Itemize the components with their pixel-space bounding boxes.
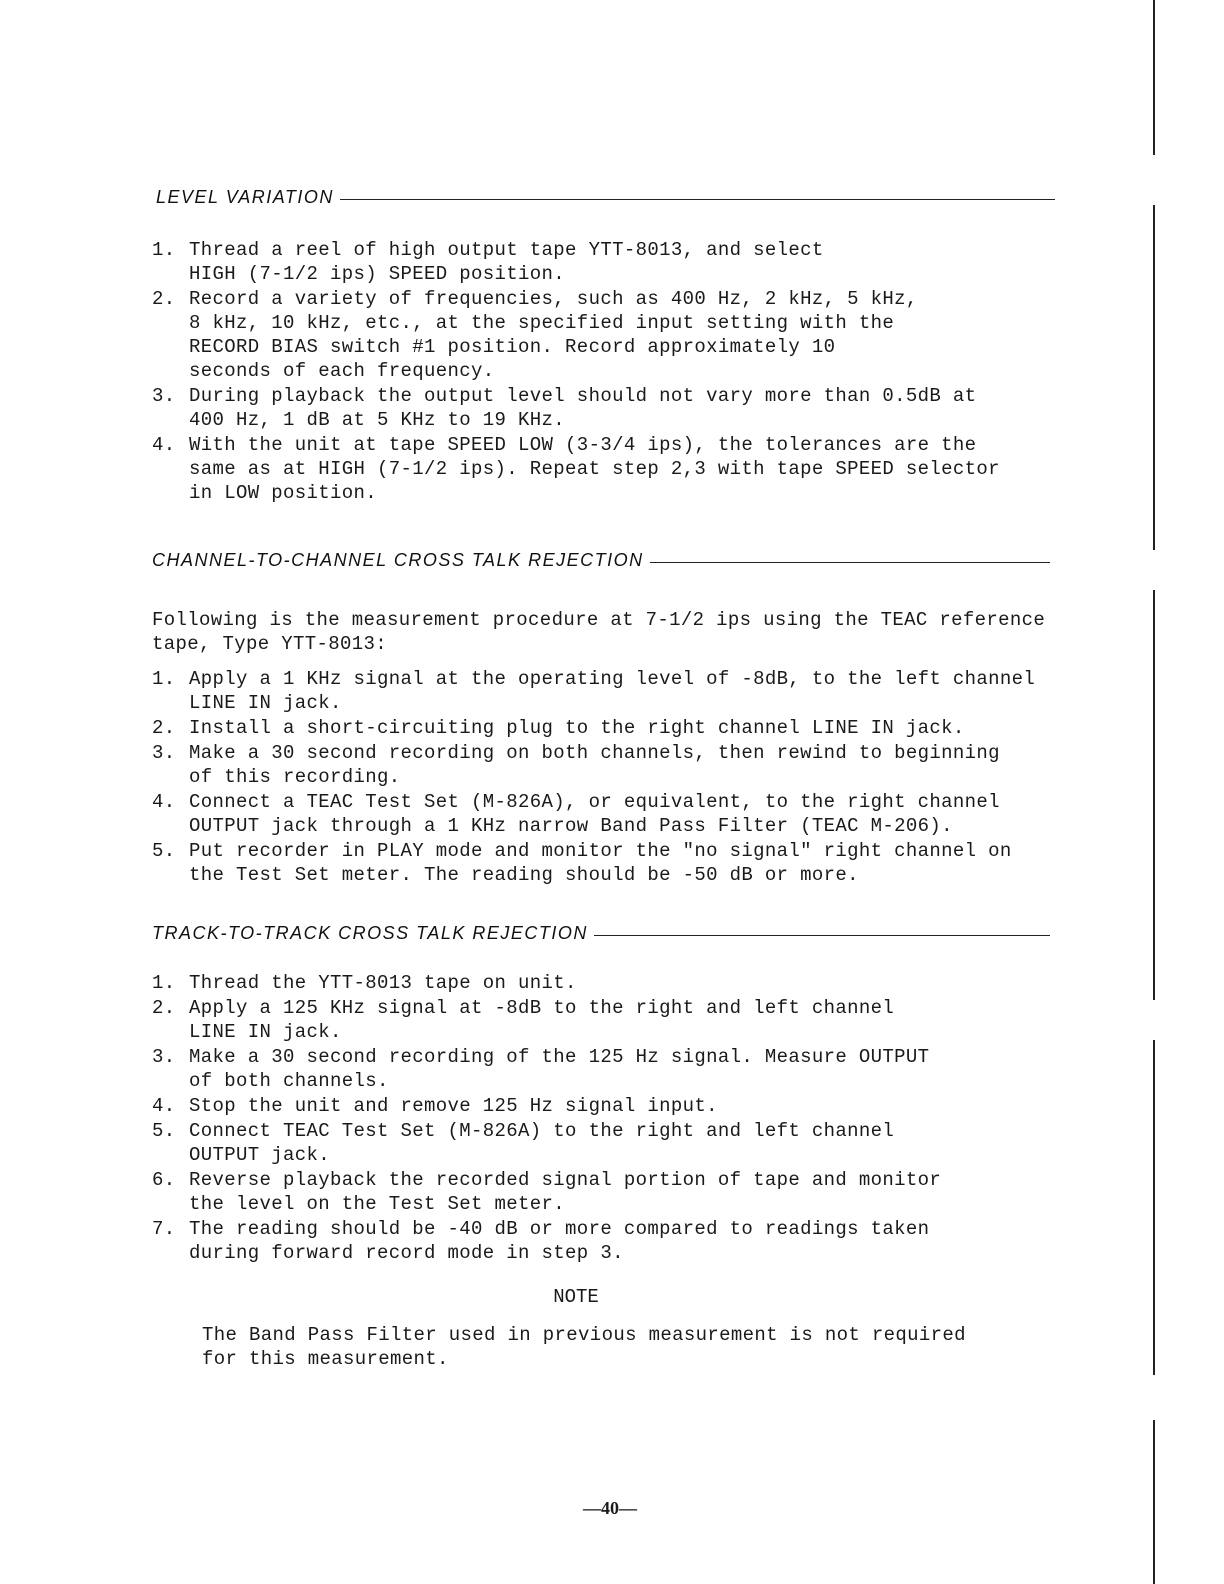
section-heading-track-crosstalk <box>152 923 1050 944</box>
scan-edge-line <box>1153 205 1155 550</box>
list-item: 2. Install a short-circuiting plug to the right channel LINE IN jack. <box>152 717 965 739</box>
list-item: 5. Put recorder in PLAY mode and monitor the "no signal" right channel on the Test Set meter. The reading should be -50 dB or more. <box>152 840 1012 886</box>
heading-text: LEVEL VARIATION <box>156 187 334 207</box>
scan-edge-line <box>1153 1420 1155 1584</box>
scan-edge-line <box>1153 590 1155 1000</box>
heading-rule <box>650 562 1050 563</box>
channel-crosstalk-steps <box>152 667 1112 888</box>
list-item: 6. Reverse playback the recorded signal portion of tape and monitor the level on the Test Set meter. <box>152 1169 942 1215</box>
list-item: 7. The reading should be -40 dB or more compared to readings taken during forward record mode in step 3. <box>152 1218 930 1264</box>
note-text: The Band Pass Filter used in previous measurement is not required for this measurement. <box>202 1324 966 1370</box>
list-item: 1. Thread a reel of high output tape YTT-8013, and select HIGH (7-1/2 ips) SPEED position. <box>152 239 824 285</box>
scan-edge-line <box>1153 1040 1155 1375</box>
channel-crosstalk-intro: Following is the measurement procedure at 7-1/2 ips using the TEAC reference tape, Type YTT-8013: <box>152 609 1046 655</box>
note-title: NOTE <box>553 1286 599 1308</box>
list-item: 3. During playback the output level should not vary more than 0.5dB at 400 Hz, 1 dB at 5 KHz to 19 KHz. <box>152 385 977 431</box>
list-item: 1. Apply a 1 KHz signal at the operating level of -8dB, to the left channel LINE IN jack. <box>152 668 1036 714</box>
list-item: 4. With the unit at tape SPEED LOW (3-3/4 ips), the tolerances are the same as at HIGH (7-1/2 ips). Repeat step 2,3 with tape SPEED selector in LOW position. <box>152 434 1000 504</box>
section-heading-level-variation <box>156 187 1055 208</box>
list-item: 1. Thread the YTT-8013 tape on unit. <box>152 972 577 994</box>
level-variation-steps <box>152 238 1112 506</box>
heading-rule <box>340 199 1055 200</box>
section-heading-channel-crosstalk <box>152 550 1050 571</box>
track-crosstalk-steps <box>152 971 1112 1266</box>
list-item: 2. Record a variety of frequencies, such as 400 Hz, 2 kHz, 5 kHz, 8 kHz, 10 kHz, etc., at the specified input setting with the RECORD BIAS switch #1 position. Record approximately 10 seconds of each frequency. <box>152 288 918 382</box>
list-item: 4. Stop the unit and remove 125 Hz signal input. <box>152 1095 718 1117</box>
heading-text: CHANNEL-TO-CHANNEL CROSS TALK REJECTION <box>152 550 644 570</box>
page-number: —40— <box>583 1498 637 1518</box>
list-item: 5. Connect TEAC Test Set (M-826A) to the right and left channel OUTPUT jack. <box>152 1120 895 1166</box>
heading-rule <box>594 935 1050 936</box>
scan-edge-line <box>1153 0 1155 155</box>
heading-text: TRACK-TO-TRACK CROSS TALK REJECTION <box>152 923 588 943</box>
list-item: 4. Connect a TEAC Test Set (M-826A), or equivalent, to the right channel OUTPUT jack through a 1 KHz narrow Band Pass Filter (TEAC M-206). <box>152 791 1000 837</box>
list-item: 2. Apply a 125 KHz signal at -8dB to the right and left channel LINE IN jack. <box>152 997 895 1043</box>
list-item: 3. Make a 30 second recording on both channels, then rewind to beginning of this recording. <box>152 742 1000 788</box>
list-item: 3. Make a 30 second recording of the 125 Hz signal. Measure OUTPUT of both channels. <box>152 1046 930 1092</box>
